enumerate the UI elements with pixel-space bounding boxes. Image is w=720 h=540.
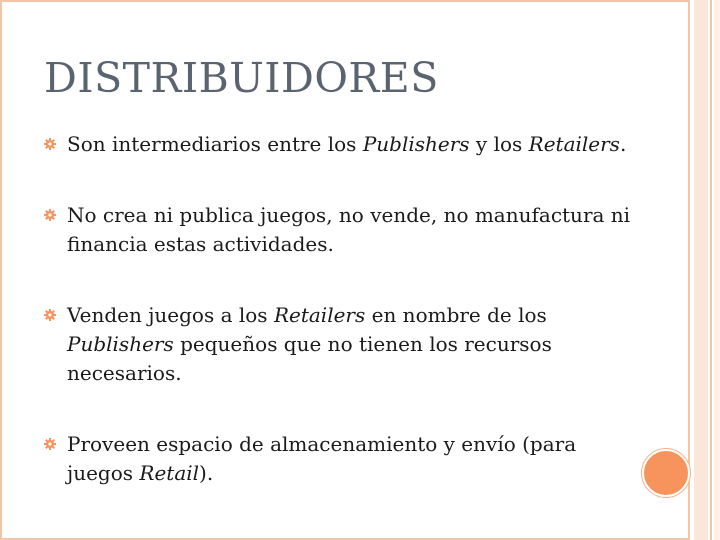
decor-stripe [694,0,708,540]
bullet-text [67,432,576,485]
bullet-text [67,132,626,156]
bullet-text-run: ). [199,461,214,485]
bullet-item [44,301,644,388]
bullet-text-run: Proveen espacio de almacenamiento y envío (para juegos [67,432,577,485]
bullet-text-italic: Retailers [528,132,620,156]
bullet-item [44,430,644,488]
bullet-text-run: No crea ni publica juegos, no vende, no manufactura ni financia estas actividades. [67,203,631,256]
bullet-text-run: . [619,132,627,156]
decor-stripe [688,0,690,540]
bullet-text-run: pequeños que no tienen los recursos necesarios. [67,332,552,385]
gear-icon [44,438,56,450]
slide-frame-top [0,0,688,2]
bullet-text-run: Venden juegos a los [67,303,274,327]
gear-icon [44,209,56,221]
bullet-text-run: Son intermediarios entre los [67,132,363,156]
bullet-text-run: y los [469,132,529,156]
bullet-list [44,130,644,488]
bullet-text-italic: Retailers [273,303,366,327]
bullet-text [67,203,630,256]
bullet-text-italic: Publishers [362,132,470,156]
decor-stripe [714,0,720,540]
bullet-item [44,201,644,259]
bullet-text [67,303,552,385]
slide-title: DISTRIBUIDORES [44,54,439,102]
bullet-text-run: en nombre de los [365,303,547,327]
bullet-text-italic: Retail [139,461,200,485]
slide-frame-left [0,0,2,540]
gear-icon [44,138,56,150]
gear-icon [44,309,56,321]
bullet-text-italic: Publishers [67,332,174,356]
decor-stripe [710,0,712,540]
decor-circle [642,449,690,497]
bullet-item [44,130,644,159]
